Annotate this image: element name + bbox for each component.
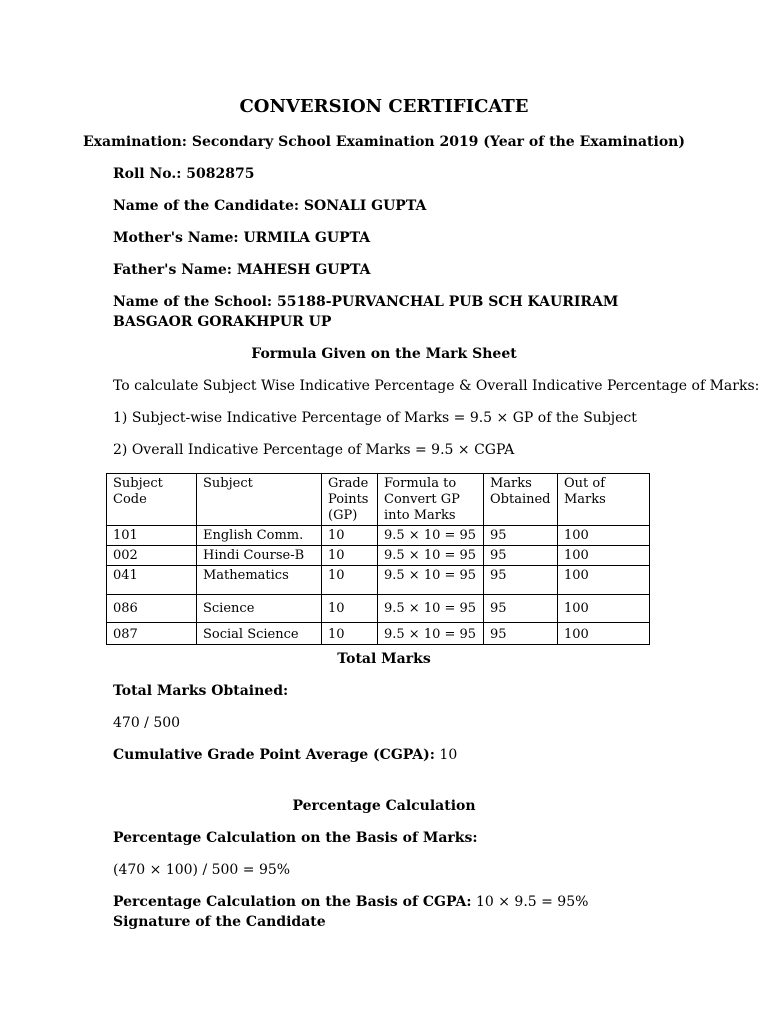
cell-formula: 9.5 × 10 = 95	[378, 623, 484, 645]
cell-subject-code: 086	[107, 595, 197, 623]
school-line	[113, 292, 658, 332]
cell-formula: 9.5 × 10 = 95	[378, 595, 484, 623]
pct-cgpa-line	[113, 892, 588, 912]
roll-line	[113, 164, 255, 184]
formula-intro: To calculate Subject Wise Indicative Percentage & Overall Indicative Percentage of Marks:	[113, 378, 760, 394]
formula-item-2: 2) Overall Indicative Percentage of Marks = 9.5 × CGPA	[113, 442, 515, 458]
cell-out-of-marks: 100	[558, 566, 650, 595]
total-obtained-label: Total Marks Obtained:	[113, 683, 289, 699]
cell-formula: 9.5 × 10 = 95	[378, 546, 484, 566]
cell-subject-code: 002	[107, 546, 197, 566]
cell-subject-code: 041	[107, 566, 197, 595]
cell-out-of-marks: 100	[558, 623, 650, 645]
cell-marks-obtained: 95	[484, 566, 558, 595]
page-title: CONVERSION CERTIFICATE	[239, 96, 529, 117]
cell-grade-points: 10	[322, 546, 378, 566]
mother-value: URMILA GUPTA	[243, 230, 371, 246]
cell-subject: Mathematics	[197, 566, 322, 595]
table-row	[107, 546, 650, 566]
cell-marks-obtained: 95	[484, 595, 558, 623]
school-label: Name of the School:	[113, 294, 273, 310]
examination-value: Secondary School Examination 2019 (Year of the Examination)	[191, 134, 685, 150]
cgpa-line	[113, 745, 457, 765]
cell-subject: Science	[197, 595, 322, 623]
total-obtained-value: 470 / 500	[113, 715, 181, 731]
percentage-heading: Percentage Calculation	[292, 798, 476, 814]
cell-out-of-marks: 100	[558, 546, 650, 566]
header-formula: Formula to Convert GP into Marks	[378, 474, 484, 526]
father-value: MAHESH GUPTA	[236, 262, 371, 278]
table-header-row	[107, 474, 650, 526]
table-row	[107, 595, 650, 623]
cgpa-label: Cumulative Grade Point Average (CGPA):	[113, 747, 435, 763]
father-line	[113, 260, 371, 280]
pct-cgpa-label: Percentage Calculation on the Basis of CGPA:	[113, 894, 472, 910]
header-out-of-marks: Out of Marks	[558, 474, 650, 526]
total-marks-heading: Total Marks	[337, 651, 431, 667]
roll-value: 5082875	[186, 166, 255, 182]
cell-grade-points: 10	[322, 595, 378, 623]
candidate-value: SONALI GUPTA	[303, 198, 427, 214]
formula-item-1: 1) Subject-wise Indicative Percentage of Marks = 9.5 × GP of the Subject	[113, 410, 637, 426]
table-row	[107, 566, 650, 595]
cgpa-value: 10	[439, 747, 458, 763]
cell-grade-points: 10	[322, 526, 378, 546]
roll-label: Roll No.:	[113, 166, 182, 182]
cell-subject-code: 087	[107, 623, 197, 645]
pct-cgpa-value: 10 × 9.5 = 95%	[475, 894, 589, 910]
cell-subject-code: 101	[107, 526, 197, 546]
cell-marks-obtained: 95	[484, 546, 558, 566]
cell-marks-obtained: 95	[484, 526, 558, 546]
examination-label: Examination:	[83, 134, 187, 150]
pct-marks-value: (470 × 100) / 500 = 95%	[113, 862, 291, 878]
cell-out-of-marks: 100	[558, 526, 650, 546]
cell-formula: 9.5 × 10 = 95	[378, 526, 484, 546]
header-marks-obtained: Marks Obtained	[484, 474, 558, 526]
cell-marks-obtained: 95	[484, 623, 558, 645]
formula-heading: Formula Given on the Mark Sheet	[251, 346, 517, 362]
cell-formula: 9.5 × 10 = 95	[378, 566, 484, 595]
cell-grade-points: 10	[322, 566, 378, 595]
cell-out-of-marks: 100	[558, 595, 650, 623]
table-row	[107, 623, 650, 645]
father-label: Father's Name:	[113, 262, 232, 278]
cell-subject: English Comm.	[197, 526, 322, 546]
cell-subject: Hindi Course-B	[197, 546, 322, 566]
mother-line	[113, 228, 370, 248]
candidate-label: Name of the Candidate:	[113, 198, 300, 214]
pct-marks-label: Percentage Calculation on the Basis of Marks:	[113, 830, 478, 846]
marks-table	[106, 473, 650, 645]
header-grade-points: Grade Points (GP)	[322, 474, 378, 526]
header-subject-code: Subject Code	[107, 474, 197, 526]
candidate-line	[113, 196, 426, 216]
examination-line	[0, 132, 768, 152]
mother-label: Mother's Name:	[113, 230, 239, 246]
cell-subject: Social Science	[197, 623, 322, 645]
table-row	[107, 526, 650, 546]
signature-line: Signature of the Candidate	[113, 914, 326, 930]
cell-grade-points: 10	[322, 623, 378, 645]
school-value: 55188-PURVANCHAL PUB SCH KAURIRAM BASGAOR GORAKHPUR UP	[113, 294, 619, 330]
header-subject: Subject	[197, 474, 322, 526]
